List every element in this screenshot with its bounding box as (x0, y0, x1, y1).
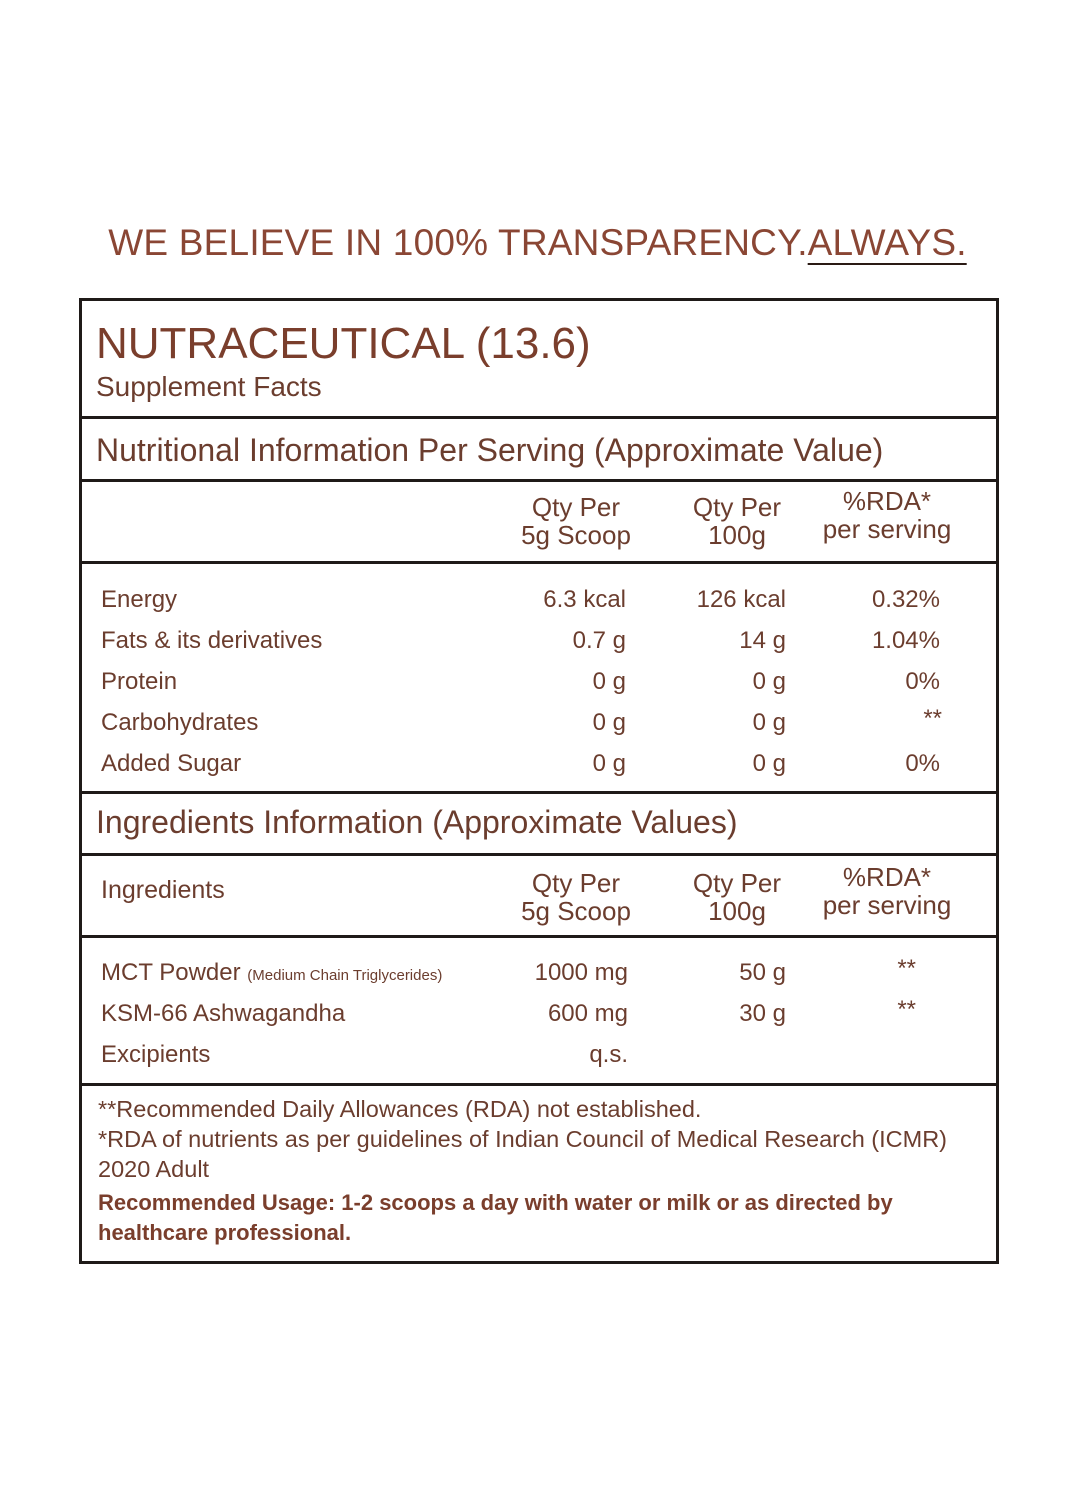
product-subtitle: Supplement Facts (96, 371, 322, 402)
col-header-line: per serving (822, 514, 952, 544)
table-row (82, 627, 996, 667)
nutrient-per-scoop: 6.3 kcal (543, 586, 626, 613)
col-header-line: 5g Scoop (521, 896, 631, 926)
ingredient-rda: ** (897, 996, 916, 1023)
col-header-line: Qty Per (692, 868, 782, 898)
transparency-tagline (0, 222, 1075, 264)
ingredients-section-title: Ingredients Information (Approximate Values) (96, 804, 738, 840)
footnote-rda-source: *RDA of nutrients as per guidelines of Indian Council of Medical Research (ICMR) 2020 Adult (98, 1126, 948, 1182)
nutrient-rda: ** (923, 705, 942, 732)
nutrient-per-100g: 0 g (752, 668, 786, 695)
ingredients-col-per-scoop (496, 869, 656, 925)
ingredient-per-scoop: 1000 mg (534, 959, 628, 986)
ingredient-name: Excipients (101, 1041, 211, 1068)
divider (82, 479, 996, 482)
col-header-line: 100g (708, 520, 766, 550)
ingredient-note: (Medium Chain Triglycerides) (247, 967, 443, 984)
nutrition-col-rda (802, 487, 972, 543)
ingredient-name-text: MCT Powder (101, 959, 241, 986)
nutrient-per-100g: 0 g (752, 750, 786, 777)
nutrient-name: Added Sugar (101, 750, 242, 777)
col-header-line: %RDA* (842, 862, 932, 892)
ingredients-col-name: Ingredients (101, 876, 225, 904)
ingredient-name: KSM-66 Ashwagandha (101, 1000, 346, 1027)
table-row (82, 668, 996, 708)
nutrient-rda: 0.32% (871, 586, 940, 613)
ingredients-col-rda (802, 863, 972, 919)
ingredient-per-100g: 30 g (739, 1000, 786, 1027)
nutrient-rda: 0% (905, 668, 940, 695)
recommended-usage: Recommended Usage: 1-2 scoops a day with water or milk or as directed by healthcare professional. (98, 1190, 893, 1245)
product-title: NUTRACEUTICAL (13.6) (96, 319, 591, 368)
nutrient-name: Fats & its derivatives (101, 627, 323, 654)
table-row (82, 955, 996, 999)
divider (82, 561, 996, 564)
nutrient-per-100g: 0 g (752, 709, 786, 736)
col-header-line: Qty Per (531, 492, 621, 522)
col-header-line: Qty Per (531, 868, 621, 898)
ingredient-per-scoop: 600 mg (547, 1000, 628, 1027)
nutrient-rda: 0% (905, 750, 940, 777)
ingredient-per-scoop: q.s. (589, 1041, 628, 1068)
divider (82, 1083, 996, 1086)
nutrient-name: Protein (101, 668, 178, 695)
nutrient-per-scoop: 0 g (592, 668, 626, 695)
col-header-line: 100g (708, 896, 766, 926)
nutrient-rda: 1.04% (871, 627, 940, 654)
nutrition-col-per-scoop (496, 493, 656, 549)
col-header-line: per serving (822, 890, 952, 920)
table-row (82, 586, 996, 626)
footnote-rda-not-established: **Recommended Daily Allowances (RDA) not established. (98, 1096, 702, 1122)
nutrient-per-100g: 14 g (739, 627, 786, 654)
divider (82, 416, 996, 419)
col-header-line: 5g Scoop (521, 520, 631, 550)
nutrition-section-title: Nutritional Information Per Serving (Approximate Value) (96, 432, 884, 468)
supplement-facts-panel (79, 298, 999, 1264)
divider (82, 853, 996, 856)
nutrient-per-scoop: 0 g (592, 709, 626, 736)
table-row (82, 996, 996, 1040)
table-row (82, 1041, 996, 1081)
tagline-underlined-text: ALWAYS. (807, 222, 967, 263)
nutrient-per-scoop: 0 g (592, 750, 626, 777)
col-header-line: Qty Per (692, 492, 782, 522)
table-row (82, 705, 996, 749)
ingredient-rda: ** (897, 955, 916, 982)
ingredient-name (101, 959, 442, 987)
ingredient-per-100g: 50 g (739, 959, 786, 986)
ingredients-col-per-100g (667, 869, 807, 925)
nutrient-per-scoop: 0.7 g (572, 627, 626, 654)
divider (82, 935, 996, 938)
col-header-line: %RDA* (842, 486, 932, 516)
tagline-text: WE BELIEVE IN 100% TRANSPARENCY. (108, 222, 808, 263)
divider (82, 791, 996, 794)
table-row (82, 750, 996, 790)
nutrient-name: Energy (101, 586, 178, 613)
nutrient-per-100g: 126 kcal (696, 586, 786, 613)
nutrition-col-per-100g (667, 493, 807, 549)
nutrient-name: Carbohydrates (101, 709, 259, 736)
